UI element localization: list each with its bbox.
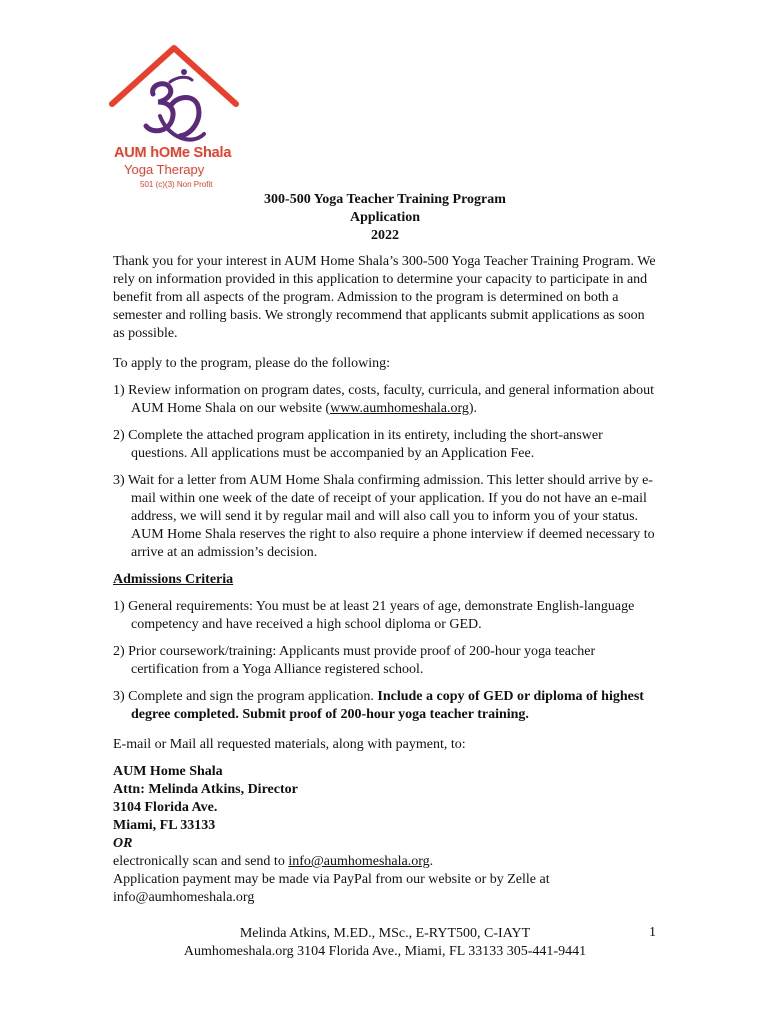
criteria-item-1: 1) General requirements: You must be at least 21 years of age, demonstrate English-language competency and have received a high school diploma or GED. [113, 599, 635, 632]
apply-step-2: 2) Complete the attached program application in its entirety, including the short-answer questions. All applications must be accompanied by an Application Fee. [113, 428, 603, 461]
logo-nonprofit: 501 (c)(3) Non Profit [140, 180, 213, 189]
email-link[interactable]: info@aumhomeshala.org [288, 854, 430, 869]
address-line-1: AUM Home Shala [113, 764, 223, 779]
mail-lead: E-mail or Mail all requested materials, along with payment, to: [113, 737, 466, 752]
address-line-3: 3104 Florida Ave. [113, 800, 218, 815]
criteria-item-2: 2) Prior coursework/training: Applicants must provide proof of 200-hour yoga teacher certification from a Yoga Alliance registered school. [113, 644, 596, 677]
title-line-2: Application [349, 210, 420, 225]
address-line-2: Attn: Melinda Atkins, Director [113, 782, 298, 797]
electronic-text: electronically scan and send to [113, 854, 289, 869]
document-title [0, 191, 770, 245]
intro-paragraph: Thank you for your interest in AUM Home Shala’s 300-500 Yoga Teacher Training Program. We rely on information provided in this application to determine your capacity to participate in and benefit from all aspects of the program. Admission to the program is determined on both a semester and rolling basis. We strongly recommend that applicants submit applications as soon as possible. [113, 254, 656, 341]
criteria-item-3 [113, 688, 658, 724]
logo-subtitle: Yoga Therapy [124, 162, 205, 177]
electronic-end: . [429, 854, 434, 869]
apply-step-1-end: ). [468, 401, 478, 416]
payment-line: Application payment may be made via PayPal from our website or by Zelle at info@aumhomeshala.org [113, 872, 550, 905]
logo-name: AUM hOMe Shala [114, 145, 232, 161]
page-number: 1 [649, 925, 656, 940]
apply-step-1-text: 1) Review information on program dates, costs, faculty, curricula, and general information about AUM Home Shala on our website ( [113, 383, 655, 416]
footer-line-2: Aumhomeshala.org 3104 Florida Ave., Miami, FL 33133 305-441-9441 [183, 944, 587, 959]
electronic-line [113, 853, 658, 871]
criteria-item-3-bold: Include a copy of GED or diploma of highest degree completed. Submit proof of 200-hour yoga teacher training. [131, 689, 644, 722]
website-link[interactable]: www.aumhomeshala.org [330, 401, 469, 416]
document-body [113, 253, 658, 907]
om-house-icon [108, 42, 243, 152]
footer-line-1: Melinda Atkins, M.ED., MSc., E-RYT500, C-IAYT [239, 926, 531, 941]
apply-lead: To apply to the program, please do the following: [113, 356, 391, 371]
criteria-item-3-text: 3) Complete and sign the program application. [113, 689, 378, 704]
apply-step-1 [113, 382, 658, 418]
address-line-4: Miami, FL 33133 [113, 818, 216, 833]
or-label: OR [113, 836, 133, 851]
title-line-3: 2022 [371, 228, 399, 243]
apply-step-3: 3) Wait for a letter from AUM Home Shala confirming admission. This letter should arrive by e-mail within one week of the date of receipt of your application. If you do not have an e-mail address, we will send it by regular mail and will also call you to inform you of your status. AUM Home Shala reserves the right to also require a phone interview if deemed necessary to arrive at an admission’s decision. [113, 473, 655, 560]
criteria-heading: Admissions Criteria [113, 572, 234, 587]
title-line-1: 300-500 Yoga Teacher Training Program [264, 192, 506, 207]
